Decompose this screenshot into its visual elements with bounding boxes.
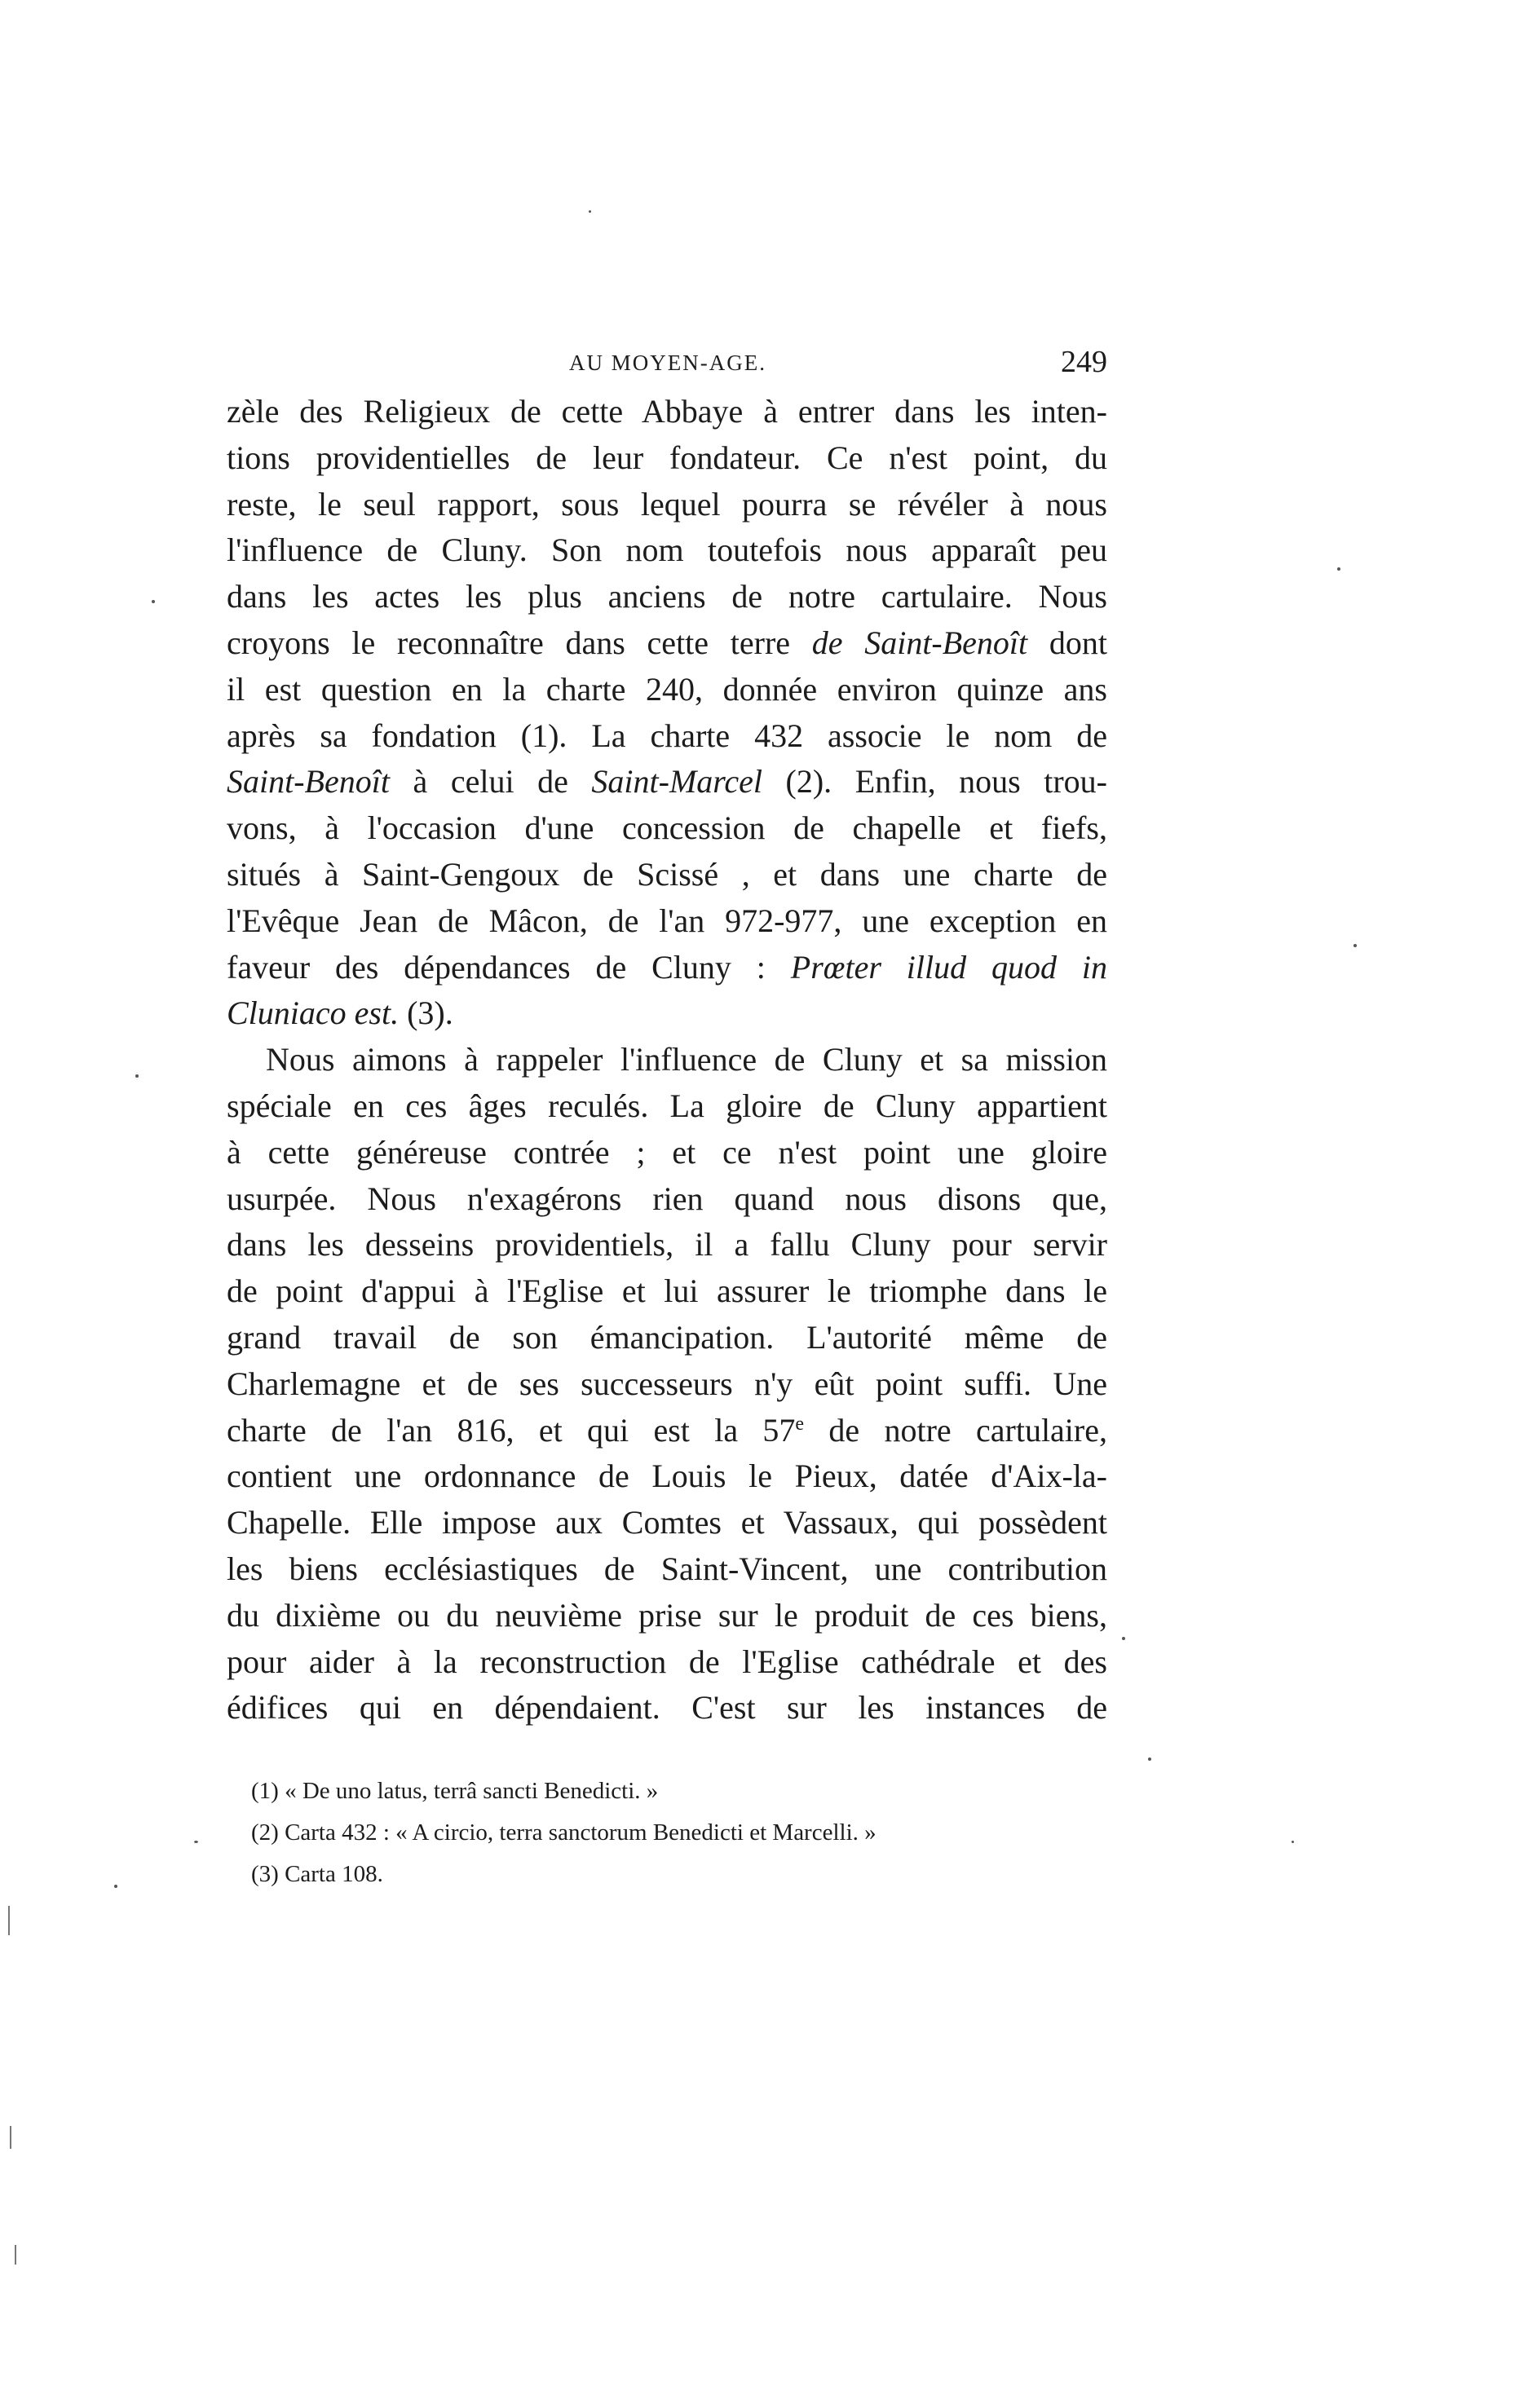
text-line: usurpée. Nous n'exagérons rien quand nous disons que, (227, 1180, 1107, 1217)
text-line: à cette généreuse contrée ; et ce n'est point une gloire (227, 1133, 1107, 1171)
footnote-2: (2) Carta 432 : « A circio, terra sanctorum Benedicti et Marcelli. » (251, 1819, 877, 1846)
scan-speck (1148, 1757, 1151, 1761)
text-line: l'Evêque Jean de Mâcon, de l'an 972-977, une exception en (227, 902, 1107, 939)
text-line: les biens ecclésiastiques de Saint-Vincent, une contribution (227, 1550, 1107, 1587)
footnote-1: (1) « De uno latus, terrâ sancti Benedicti. » (251, 1778, 659, 1804)
scan-edge-mark (10, 2126, 11, 2149)
text-line: du dixième ou du neuvième prise sur le produit de ces biens, (227, 1596, 1107, 1634)
text-line: grand travail de son émancipation. L'autorité même de (227, 1318, 1107, 1356)
text-line: il est question en la charte 240, donnée environ quinze ans (227, 670, 1107, 708)
text-line: après sa fondation (1). La charte 432 associe le nom de (227, 717, 1107, 754)
text-line: dans les desseins providentiels, il a fallu Cluny pour servir (227, 1226, 1107, 1264)
text-line: édifices qui en dépendaient. C'est sur les instances de (227, 1689, 1107, 1727)
text-line: Cluniaco est. (3). (227, 995, 453, 1032)
text-line: zèle des Religieux de cette Abbaye à entrer dans les inten- (227, 393, 1107, 430)
text-line: reste, le seul rapport, sous lequel pourra se révéler à nous (227, 485, 1107, 523)
text-line: pour aider à la reconstruction de l'Eglise cathédrale et des (227, 1643, 1107, 1680)
text-line: Chapelle. Elle impose aux Comtes et Vassaux, qui possèdent (227, 1504, 1107, 1541)
footnote-3: (3) Carta 108. (251, 1861, 383, 1887)
text-line: Saint-Benoît à celui de Saint-Marcel (2). Enfin, nous trou- (227, 763, 1107, 800)
scan-speck (1292, 1841, 1294, 1843)
text-line: dans les actes les plus anciens de notre cartulaire. Nous (227, 578, 1107, 615)
body-text (227, 389, 1107, 1731)
text-line: croyons le reconnaître dans cette terre de Saint-Benoît dont (227, 624, 1107, 661)
scan-speck (1337, 567, 1340, 571)
text-line: contient une ordonnance de Louis le Pieux, datée d'Aix-la- (227, 1458, 1107, 1495)
scan-speck (1353, 944, 1357, 947)
text-line: tions providentielles de leur fondateur. Ce n'est point, du (227, 439, 1107, 476)
text-line: situés à Saint-Gengoux de Scissé , et dans une charte de (227, 855, 1107, 893)
footnotes (251, 1771, 1107, 1895)
paragraph-first-line: Nous aimons à rappeler l'influence de Cluny et sa mission (266, 1041, 1107, 1078)
scan-edge-mark (8, 1906, 10, 1935)
scan-speck (194, 1841, 198, 1843)
page-number: 249 (1061, 345, 1107, 379)
scan-speck (152, 600, 155, 603)
text-line: l'influence de Cluny. Son nom toutefois nous apparaît peu (227, 531, 1107, 569)
running-title: AU MOYEN-AGE. (569, 351, 766, 375)
text-line: de point d'appui à l'Eglise et lui assurer le triomphe dans le (227, 1272, 1107, 1310)
scan-edge-mark (15, 2245, 16, 2265)
scan-speck (114, 1885, 117, 1888)
scan-speck (135, 1074, 139, 1078)
text-line: charte de l'an 816, et qui est la 57e de notre cartulaire, (227, 1411, 1107, 1449)
scan-speck (589, 210, 591, 213)
running-header (227, 344, 1107, 385)
text-line: faveur des dépendances de Cluny : Prœter illud quod in (227, 948, 1107, 986)
text-line: vons, à l'occasion d'une concession de chapelle et fiefs, (227, 809, 1107, 847)
text-line: Charlemagne et de ses successeurs n'y eût point suffi. Une (227, 1365, 1107, 1402)
text-line: spéciale en ces âges reculés. La gloire de Cluny appartient (227, 1087, 1107, 1124)
scan-speck (1122, 1637, 1125, 1640)
superscript: e (795, 1413, 805, 1435)
